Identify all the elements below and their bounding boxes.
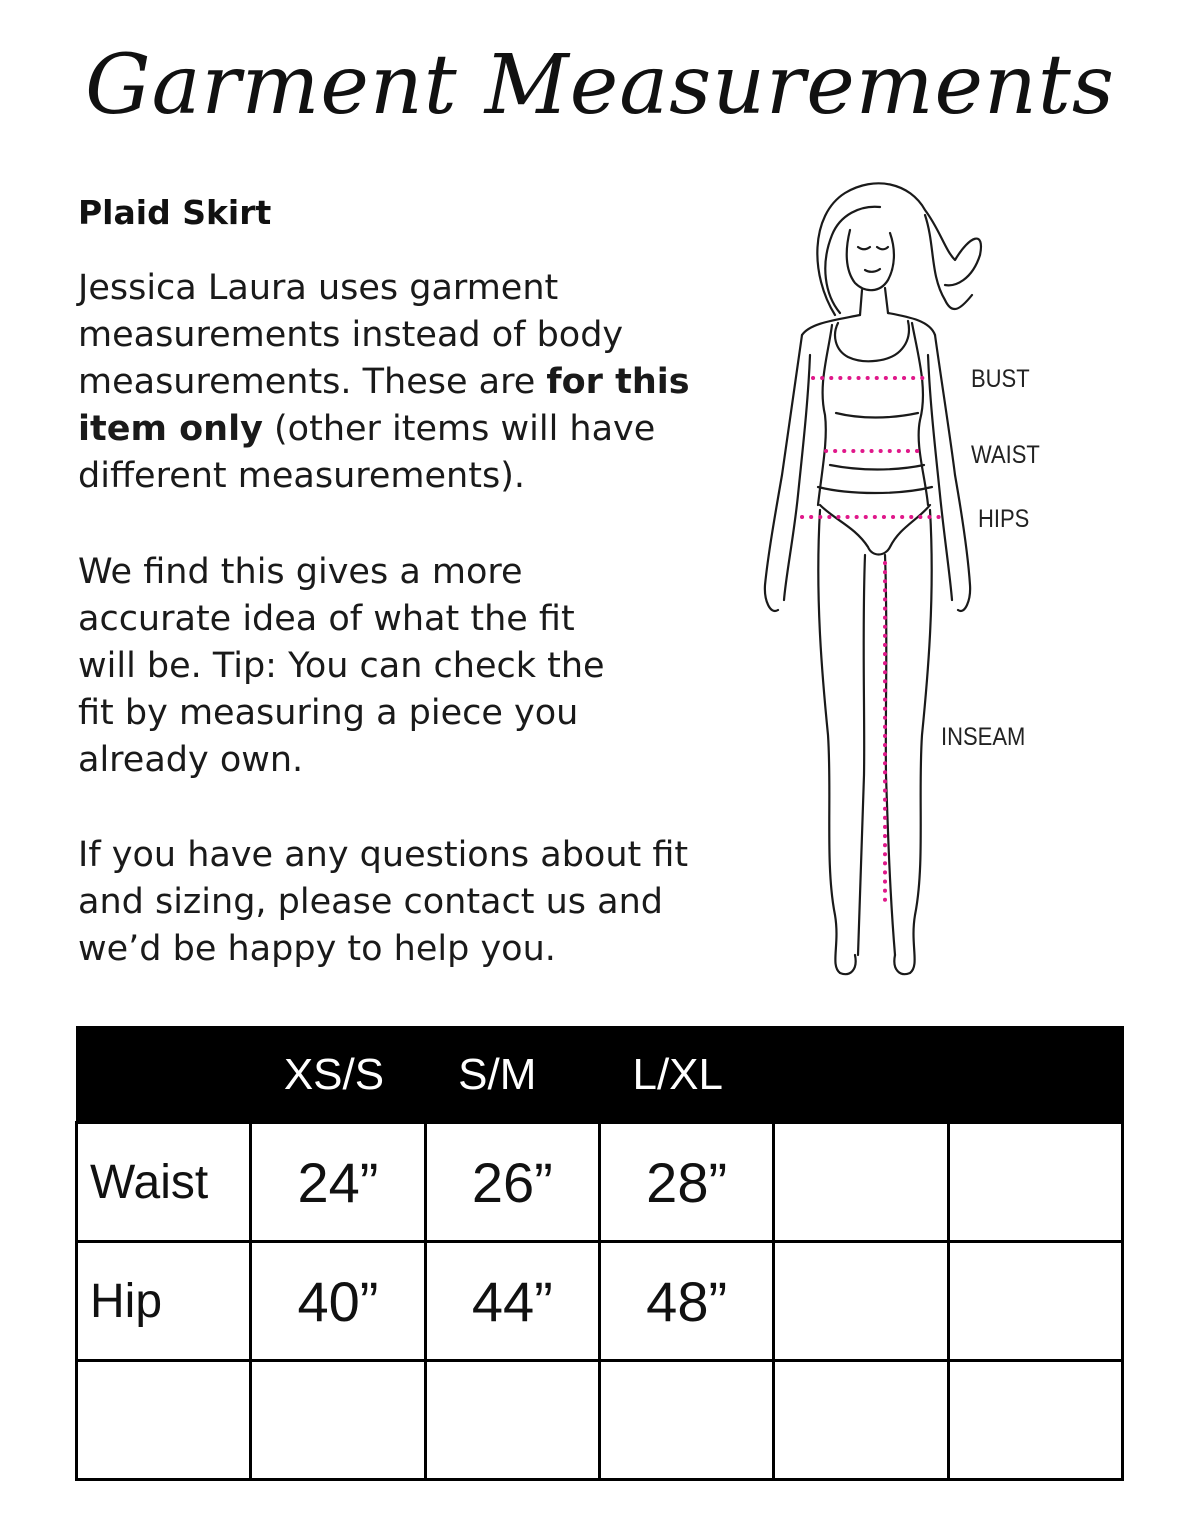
size-table (75, 1026, 1124, 1481)
table-cell (774, 1242, 948, 1361)
table-cell (251, 1361, 425, 1480)
size-header: S/M (425, 1027, 599, 1123)
size-header-row (77, 1027, 1123, 1123)
row-label: Waist (77, 1123, 251, 1242)
table-cell (948, 1361, 1122, 1480)
table-cell: 28” (599, 1123, 773, 1242)
size-header: L/XL (599, 1027, 773, 1123)
intro-text-end: (other items will have different measurements). (78, 409, 656, 496)
table-cell: 44” (425, 1242, 599, 1361)
body-figure-illustration (740, 175, 1050, 985)
table-cell (774, 1361, 948, 1480)
table-row (77, 1242, 1123, 1361)
item-name: Plaid Skirt (78, 193, 272, 232)
size-header (948, 1027, 1122, 1123)
table-cell: 26” (425, 1123, 599, 1242)
table-cell: 48” (599, 1242, 773, 1361)
table-cell (948, 1123, 1122, 1242)
intro-text-start: Jessica Laura uses garment measurements instead of body measurements. These are (78, 268, 624, 402)
table-cell: 40” (251, 1242, 425, 1361)
header-blank (77, 1027, 251, 1123)
row-label: Hip (77, 1242, 251, 1361)
table-cell (599, 1361, 773, 1480)
size-header (774, 1027, 948, 1123)
table-cell: 24” (251, 1123, 425, 1242)
waist-label: WAIST (971, 441, 1040, 469)
inseam-label: INSEAM (941, 723, 1026, 751)
table-cell (948, 1242, 1122, 1361)
intro-paragraph (78, 265, 698, 500)
size-header: XS/S (251, 1027, 425, 1123)
row-label (77, 1361, 251, 1480)
hips-label: HIPS (978, 505, 1030, 533)
table-cell (774, 1123, 948, 1242)
contact-paragraph: If you have any questions about fit and sizing, please contact us and we’d be happy to help you. (78, 835, 689, 969)
intro-text-emphasis: for this item only (78, 362, 690, 449)
page-title: Garment Measurements (85, 38, 1115, 133)
tip-paragraph: We find this gives a more accurate idea of what the fit will be. Tip: You can check the fit by measuring a piece you already own. (78, 552, 605, 780)
bust-label: BUST (971, 365, 1030, 393)
table-row (77, 1361, 1123, 1480)
table-cell (425, 1361, 599, 1480)
table-row (77, 1123, 1123, 1242)
